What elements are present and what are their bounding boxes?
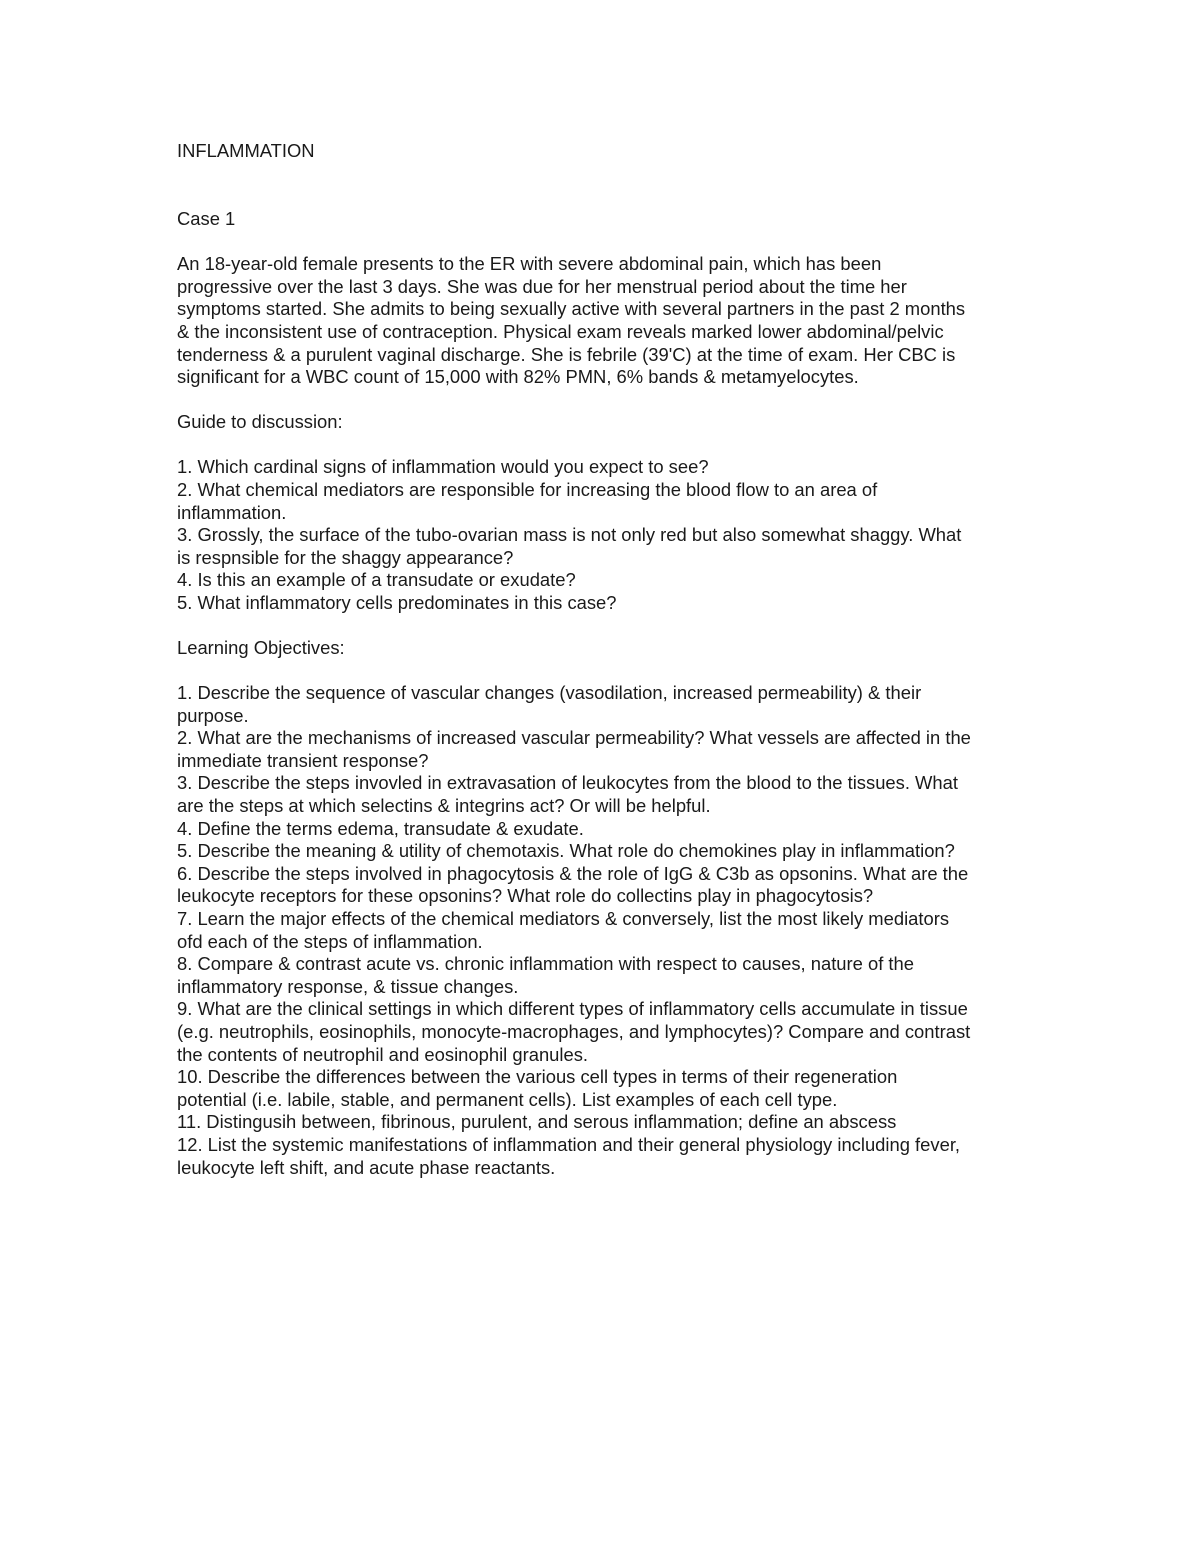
- case-line: symptoms started. She admits to being sexually active with several partners in the past 2 months: [177, 298, 966, 320]
- objective-line: 2. What are the mechanisms of increased vascular permeability? What vessels are affected in the: [177, 727, 971, 749]
- guide-line: 4. Is this an example of a transudate or exudate?: [177, 569, 576, 591]
- objective-line: inflammatory response, & tissue changes.: [177, 975, 519, 997]
- case-line: & the inconsistent use of contraception. Physical exam reveals marked lower abdominal/pelvic: [177, 320, 944, 342]
- guide-heading: Guide to discussion:: [177, 410, 343, 432]
- document-title: INFLAMMATION: [177, 140, 315, 161]
- objective-line: (e.g. neutrophils, eosinophils, monocyte-macrophages, and lymphocytes)? Compare and contrast: [177, 1021, 971, 1042]
- objective-line: 11. Distingusih between, fibrinous, purulent, and serous inflammation; define an abscess: [177, 1111, 897, 1133]
- case-line: tenderness & a purulent vaginal discharge. She is febrile (39'C) at the time of exam. Her CBC is: [177, 343, 956, 365]
- case-line: progressive over the last 3 days. She was due for her menstrual period about the time her: [177, 275, 907, 297]
- guide-line: 5. What inflammatory cells predominates in this case?: [177, 591, 617, 613]
- objective-line: the contents of neutrophil and eosinophil granules.: [177, 1043, 589, 1065]
- objectives-heading: Learning Objectives:: [177, 636, 345, 658]
- objective-line: 8. Compare & contrast acute vs. chronic inflammation with respect to causes, nature of the: [177, 953, 914, 975]
- objective-line: 9. What are the clinical settings in which different types of inflammatory cells accumulate in tissue: [177, 998, 968, 1020]
- guide-line: is respnsible for the shaggy appearance?: [177, 546, 514, 568]
- objective-line: 6. Describe the steps involved in phagocytosis & the role of IgG & C3b as opsonins. What are the: [177, 862, 969, 884]
- objective-line: leukocyte receptors for these opsonins? What role do collectins play in phagocytosis?: [177, 885, 874, 907]
- objective-line: 3. Describe the steps invovled in extravasation of leukocytes from the blood to the tissues. What: [177, 772, 958, 794]
- case-description: [177, 253, 1037, 389]
- case-line: An 18-year-old female presents to the ER with severe abdominal pain, which has been: [177, 253, 882, 275]
- document-page: [177, 140, 1037, 1201]
- objective-line: immediate transient response?: [177, 749, 429, 771]
- objective-line: 7. Learn the major effects of the chemical mediators & conversely, list the most likely mediators: [177, 908, 950, 930]
- guide-line: inflammation.: [177, 501, 287, 523]
- case-label: Case 1: [177, 207, 236, 229]
- objective-line: 5. Describe the meaning & utility of chemotaxis. What role do chemokines play in inflammation?: [177, 840, 955, 862]
- guide-line: 3. Grossly, the surface of the tubo-ovarian mass is not only red but also somewhat shaggy. What: [177, 524, 962, 546]
- objective-line: potential (i.e. labile, stable, and permanent cells). List examples of each cell type.: [177, 1088, 838, 1110]
- objective-line: ofd each of the steps of inflammation.: [177, 930, 483, 952]
- objective-line: 1. Describe the sequence of vascular changes (vasodilation, increased permeability) & their: [177, 682, 922, 704]
- learning-objectives-list: [177, 682, 1037, 1179]
- guide-questions-list: [177, 456, 1037, 614]
- case-line: significant for a WBC count of 15,000 with 82% PMN, 6% bands & metamyelocytes.: [177, 366, 859, 388]
- objective-line: leukocyte left shift, and acute phase reactants.: [177, 1156, 556, 1178]
- objective-line: 4. Define the terms edema, transudate & exudate.: [177, 817, 584, 839]
- objective-line: are the steps at which selectins & integrins act? Or will be helpful.: [177, 795, 711, 817]
- objective-line: 12. List the systemic manifestations of inflammation and their general physiology including fever,: [177, 1133, 961, 1155]
- objective-line: purpose.: [177, 704, 249, 726]
- guide-line: 2. What chemical mediators are responsible for increasing the blood flow to an area of: [177, 478, 878, 500]
- objective-line: 10. Describe the differences between the various cell types in terms of their regeneration: [177, 1066, 898, 1088]
- guide-line: 1. Which cardinal signs of inflammation would you expect to see?: [177, 456, 709, 478]
